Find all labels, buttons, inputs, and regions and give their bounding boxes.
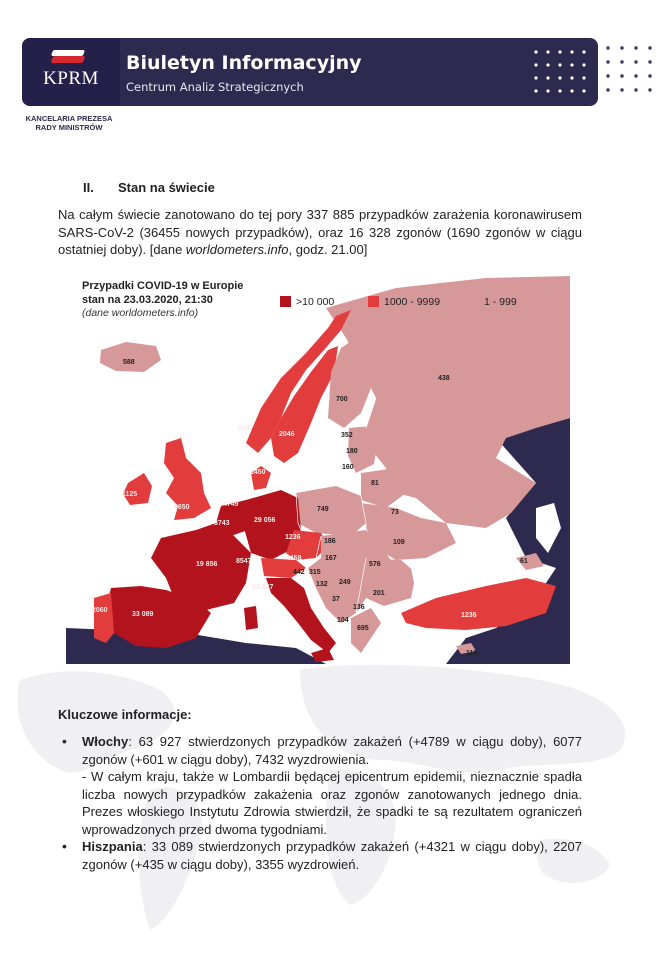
country-name: Włochy (82, 734, 129, 749)
label-denmark: 1450 (250, 469, 266, 476)
dot-pattern-decoration (532, 46, 598, 102)
item-text: : 63 927 stwierdzonych przypadków zakażeń (+4789 w ciągu doby), 6077 zgonów (+601 w ciągu doby), 7432 wyzdrowienia. (82, 734, 582, 767)
kprm-caption-line1: KANCELARIA PREZESA (25, 114, 113, 123)
europe-map-graphic (66, 268, 570, 664)
item-text: : 33 089 stwierdzonych przypadków zakażeń (+4321 w ciągu doby), 2207 zgonów (+435 w ciągu doby), 3355 wyzdrowień. (82, 839, 582, 872)
label-belgium: 3743 (214, 520, 230, 527)
label-ireland: 1125 (122, 491, 138, 498)
label-romania: 201 (373, 590, 385, 597)
legend-item-mid (368, 296, 440, 308)
intro-text-b: , godz. 21.00] (288, 242, 368, 257)
item-extra: - W całym kraju, także w Lombardii będącej epicentrum epidemii, nieznacznie spadła liczba nowych przypadków zakażenia oraz zgonów zanotowanych jednego dnia. Prezes włoskiego Instytutu Zdrowia stwierdził, że spadki te są rezultatem ograniczeń wprowadzonych przed dwoma tygodniami. (82, 769, 582, 837)
label-finland: 700 (336, 396, 348, 403)
intro-paragraph (58, 206, 582, 259)
bulletin-header (22, 38, 598, 106)
map-source-a: (dane (82, 307, 112, 319)
country-name: Hiszpania (82, 839, 143, 854)
label-austria: 167 (325, 555, 337, 562)
key-info-list (58, 733, 582, 873)
label-portugal: 2060 (92, 607, 108, 614)
label-montenegro: 37 (332, 596, 340, 603)
logo-text: KPRM (43, 68, 99, 89)
map-title-line2: stan na 23.03.2020, 21:30 (82, 294, 213, 306)
label-ukraine: 73 (391, 509, 399, 516)
label-croatia: 315 (309, 569, 321, 576)
key-info-title: Kluczowe informacje: (58, 707, 192, 722)
map-title-line1: Przypadki COVID-19 w Europie (82, 280, 244, 292)
label-serbia: 249 (339, 579, 351, 586)
label-belarus: 81 (371, 480, 379, 487)
map-source (82, 307, 198, 319)
section-title: Stan na świecie (118, 180, 215, 195)
label-poland: 749 (317, 506, 329, 513)
label-norway: 2046 (279, 431, 295, 438)
label-slovakia: 186 (324, 538, 336, 545)
kprm-logo (22, 38, 120, 106)
list-item (58, 838, 582, 873)
legend-label-low: 1 - 999 (484, 296, 517, 308)
region-sardinia (244, 606, 258, 630)
label-hungary: 576 (369, 561, 381, 568)
list-item (58, 733, 582, 838)
bulletin-subtitle: Centrum Analiz Strategicznych (126, 80, 304, 94)
legend-item-low (468, 296, 517, 308)
label-bulgaria: 136 (353, 604, 365, 611)
legend-item-high (280, 296, 334, 308)
label-russia: 438 (438, 375, 450, 382)
map-source-c: ) (194, 307, 199, 319)
label-moldova: 109 (393, 539, 405, 546)
region-portugal (94, 593, 114, 643)
label-latvia: 180 (346, 448, 358, 455)
label-sweden: 2047 (238, 425, 254, 432)
bullet-icon: • (62, 733, 67, 749)
legend-swatch-low (468, 296, 479, 307)
flag-red-stripe (51, 56, 86, 63)
label-uk: 6650 (174, 504, 190, 511)
intro-text-a: Na całym świecie zanotowano do tej pory 337 885 przypadków zarażenia koronawirusem SARS-CoV-2 (36455 nowych przypadków), oraz 16 328 zgonów (1690 zgonów w ciągu ostatniej doby). [dane (58, 207, 582, 257)
label-czech: 1236 (285, 534, 301, 541)
bullet-icon: • (62, 838, 67, 854)
label-france: 19 856 (196, 561, 218, 568)
label-bosnia: 132 (316, 581, 328, 588)
label-estonia: 352 (341, 432, 353, 439)
label-slovenia: 442 (293, 569, 305, 576)
map-source-b: worldometers.info (111, 307, 195, 319)
label-luxembourg: 8547 (236, 558, 252, 565)
kprm-caption-line2: RADY MINISTRÓW (35, 123, 103, 132)
label-switzerland: 4468 (286, 555, 302, 562)
section-number: II. (83, 180, 94, 195)
kprm-caption (22, 114, 116, 132)
label-turkey: 1236 (461, 612, 477, 619)
label-lithuania: 160 (342, 464, 354, 471)
label-georgia: 61 (520, 558, 528, 565)
label-iceland: 588 (123, 359, 135, 366)
label-albania: 104 (337, 617, 349, 624)
map-title (82, 279, 243, 307)
legend-swatch-mid (368, 296, 379, 307)
label-netherlands: 4749 (223, 501, 239, 508)
label-germany: 29 056 (254, 517, 276, 524)
intro-source: worldometers.info (185, 242, 289, 257)
label-spain: 33 089 (132, 611, 154, 618)
legend-swatch-high (280, 296, 291, 307)
label-cyprus: 116 (466, 650, 478, 657)
legend-label-high: >10 000 (296, 296, 335, 308)
label-italy: 63 927 (252, 584, 274, 591)
europe-covid-map (66, 268, 570, 664)
dot-pattern-decoration-outer (602, 40, 658, 100)
legend-label-mid: 1000 - 9999 (384, 296, 441, 308)
label-macedonia: 695 (357, 625, 369, 632)
bulletin-title: Biuletyn Informacyjny (126, 52, 362, 74)
